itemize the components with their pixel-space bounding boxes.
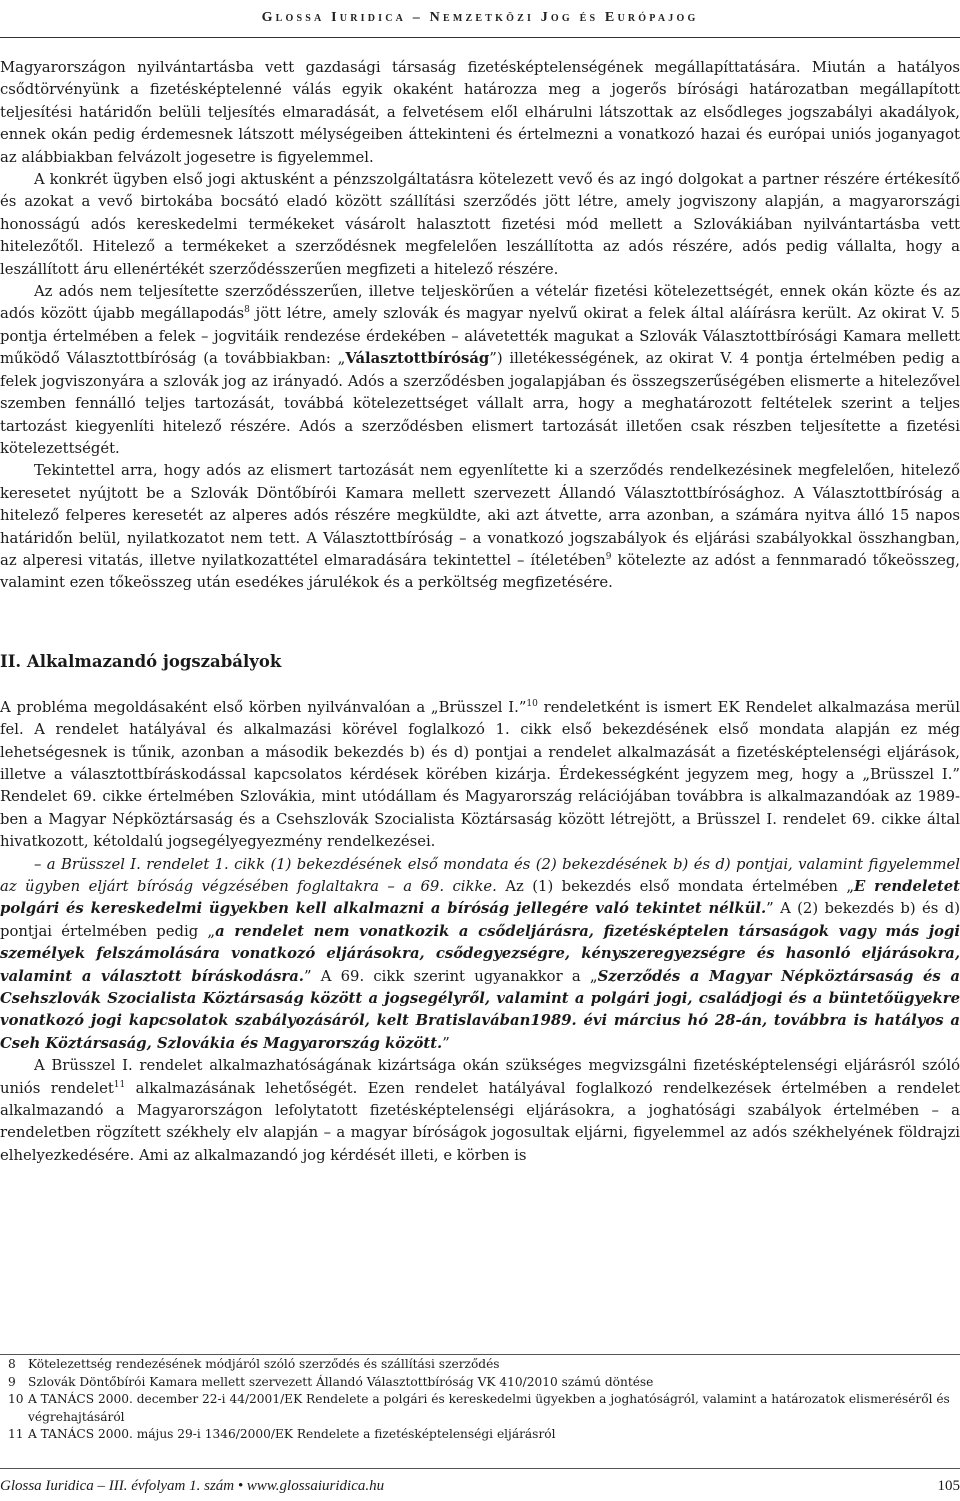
paragraph-6: – a Brüsszel I. rendelet 1. cikk (1) bekezdésének első mondata és (2) bekezdésének b) és d) pontjai, valamint figyelemmel az ügyben eljárt bíróság végzésében foglaltakra – a 69. cikke. Az (1) bekezdés első mondata értelmében „E rendeletet polgári és kereskedelmi ügyekben kell alkalmazni a bíróság jellegére való tekintet nélkül.” A (2) bekezdés b) és d) pontjai értelmében pedig „a rendelet nem vonatkozik a csődeljárásra, fizetésképtelen társaságok vagy más jogi személyek felszámolására vonatkozó eljárásokra, csődegyezségre, kényszeregyezségre és hasonló eljárásokra, valamint a választott bíráskodásra.” A 69. cikk szerint ugyanakkor a „Szerződés a Magyar Népköztársaság és a Csehszlovák Szocialista Köztársaság között a jogsegélyről, valamint a polgári jogi, családjogi és a büntetőügyekre vonatkozó jogi kapcsolatok szabályozásáról, kelt Bratislavában1989. évi március hó 28-án, továbbra is hatályos a Cseh Köztársaság, Szlovákia és Magyarország között.” <box>0 855 960 1052</box>
footnote-11: 11 A TANÁCS 2000. május 29-i 1346/2000/EK Rendelete a fizetésképtelenségi eljárásról <box>8 1427 556 1441</box>
footnote-rule <box>0 1354 960 1355</box>
paragraph-1: Magyarországon nyilvántartásba vett gazdasági társaság fizetésképtelenségének megállapíttatására. Miután a hatályos csődtörvényünk a fizetésképtelenné válás egyik okaként határozza meg a jogerős bírósági határozatban megállapított teljesítési határidőn belüli teljesítés elmaradását, a felvetésem elől elhárulni látszottak az elsődleges jogszabályi akadályok, ennek okán pedig érdemesnek látszott mélységeiben áttekinteni és értelmezni a vonatkozó hazai és európai uniós joganyagot az alábbiakban felvázolt jogesetre is figyelemmel. <box>0 59 960 166</box>
footnote-ref-8[interactable]: 8 <box>244 305 250 316</box>
quote-article-1-2: a rendelet nem vonatkozik a csődeljárásra, fizetésképtelen társaságok vagy más jogi személyek felszámolására vonatkozó eljárásokra, csődegyezségre, kényszeregyezségre és hasonló eljárásokra, valamint a választott bíráskodásra. <box>0 922 960 985</box>
running-title: Glossa Iuridica – Nemzetközi Jog és Európajog <box>261 10 699 25</box>
paragraph-7: A Brüsszel I. rendelet alkalmazhatóságának kizártsága okán szükséges megvizsgálni fizetésképtelenségi eljárásról szóló uniós rendelet$^{11}$ alkalmazásának lehetőségét. Ezen rendelet hatályával foglalkozó rendelkezések értelmében a rendelet alkalmazandó a Magyarországon lefolytatott fizetésképtelenségi eljárásokra, a joghatósági szabályok értelmében – a rendeletben rögzített székhely elv alapján – a magyar bíróságok jogosultak eljárni, figyelemmel az adós székhelyének földrajzi elhelyezkedésére. Ami az alkalmazandó jog kérdését illeti, e körben is <box>0 1057 960 1164</box>
section-heading: II. Alkalmazandó jogszabályok <box>0 651 282 671</box>
defined-term: Választottbíróság <box>345 350 490 368</box>
quote-article-1-1: E rendeletet polgári és kereskedelmi ügyekben kell alkalmazni a bíróság jellegére való tekintet nélkül. <box>0 878 960 918</box>
quote-article-69: Szerződés a Magyar Népköztársaság és a Csehszlovák Szocialista Köztársaság között a jogsegélyről, valamint a polgári jogi, családjogi és a büntetőügyekre vonatkozó jogi kapcsolatok szabályozásáról, kelt Bratislavában1989. évi március hó 28-án, továbbra is hatályos a Cseh Köztársaság, Szlovákia és Magyarország között. <box>0 967 960 1052</box>
journal-citation: Glossa Iuridica – III. évfolyam 1. szám • www.glossaiuridica.hu <box>0 1477 385 1494</box>
footnote-ref-11[interactable]: 11 <box>113 1079 126 1090</box>
footnote-8: 8 Kötelezettség rendezésének módjáról szóló szerződés és szállítási szerződés <box>8 1357 500 1371</box>
footnote-ref-9[interactable]: 9 <box>605 551 612 562</box>
footer-rule <box>0 1468 960 1469</box>
paragraph-3: Az adós nem teljesítette szerződésszerűen, illetve teljeskörűen a vételár fizetési kötelezettségét, ennek okán közte és az adós között újabb megállapodás$^8$ jött létre, amely szlovák és magyar nyelvű okirat a felek által aláírásra került. Az okirat V. 5 pontja értelmében a felek – jogvitáik rendezése érdekében – alávetették magukat a Szlovák Választottbírósági Kamara mellett működő Választottbíróság (a továbbiakban: „Választottbíróság”) illetékességének, az okirat V. 4 pontja értelmében pedig a felek jogviszonyára a szlovák jog az irányadó. Adós a szerződésben jogalapjában és összegszerűségében elismerte a hitelezővel szemben fennálló teljes tartozását, továbbá kötelezettséget vállalt arra, hogy a meghatározott feltételek szerint a teljes tartozást kiegyenlíti hitelező részére. Adós a szerződésben elismert tartozását illetően csak részben teljesítette a fizetési kötelezettségét. <box>0 283 960 457</box>
header-rule <box>0 37 960 38</box>
footnote-ref-10[interactable]: 10 <box>526 698 538 709</box>
page-number: 105 <box>937 1477 960 1494</box>
article-body <box>0 57 960 1167</box>
cited-provisions: – a Brüsszel I. rendelet 1. cikk (1) bekezdésének első mondata és (2) bekezdésének b) és d) pontjai, valamint figyelemmel az ügyben eljárt bíróság végzésében foglaltakra – a 69. cikke. <box>0 855 960 895</box>
paragraph-2: A konkrét ügyben első jogi aktusként a pénzszolgáltatásra kötelezett vevő és az ingó dolgokat a partner részére értékesítő és azokat a vevő birtokába bocsátó eladó között szállítási szerződés jött létre, amely jogviszony alapján, a magyarországi honosságú adós kereskedelmi termékeket vásárolt halasztott fizetési mód mellett a Szlovákiában nyilvántartásba vett hitelezőtől. Hitelező a termékeket a szerződésnek megfelelően leszállította az adós részére, adós pedig vállalta, hogy a leszállított áru ellenértékét szerződésszerűen megfizeti a hitelező részére. <box>0 171 960 278</box>
page-footer <box>0 1476 960 1496</box>
footnote-9: 9 Szlovák Döntőbírói Kamara mellett szervezett Állandó Választottbíróság VK 410/2010 számú döntése <box>8 1374 654 1389</box>
paragraph-5: A probléma megoldásaként első körben nyilvánvalóan a „Brüsszel I.”$^{10}$ rendeletként is ismert EK Rendelet alkalmazása merül fel. A rendelet hatályával és alkalmazási körével foglalkozó 1. cikk első bekezdésének első mondata alapján ez még lehetségesnek is tűnik, azonban a második bekezdés b) és d) pontjai a rendelet alkalmazását a fizetésképtelenségi eljárások, illetve a választottbíráskodással kapcsolatos kérdések körében kizárja. Érdekességként jegyzem meg, hogy a „Brüsszel I.” Rendelet 69. cikke értelmében Szlovákia, mint utódállam és Magyarország relációjában továbbra is alkalmazandóak az 1989-ben a Magyar Népköztársaság és a Csehszlovák Szocialista Köztársaság között létrejött, a Brüsszel I. rendelet 69. cikke által hivatkozott, kétoldalú jogsegélyegyezmény rendelkezései. <box>0 698 960 851</box>
paragraph-4: Tekintettel arra, hogy adós az elismert tartozását nem egyenlítette ki a szerződés rendelkezésinek megfelelően, hitelező keresetet nyújtott be a Szlovák Döntőbírói Kamara mellett szervezett Állandó Választottbírósághoz. A Választottbíróság a hitelező felperes keresetét az alperes adós részére megküldte, aki azt átvette, arra azonban, a számára nyitva álló 15 napos határidőn belül, nyilatkozatot nem tett. A Választottbíróság – a vonatkozó jogszabályok és eljárási szabályokkal összhangban, az alperesi vitatás, illetve nyilatkozattétel elmaradására tekintettel – ítéletében$^9$ kötelezte az adóst a fennmaradó tőkeösszeg, valamint ezen tőkeösszeg után esedékes járulékok és a perköltség megfizetésére. <box>0 462 960 592</box>
footnotes <box>0 1356 960 1444</box>
footnote-10: 10 A TANÁCS 2000. december 22-i 44/2001/EK Rendelete a polgári és kereskedelmi ügyekben a joghatóságról, valamint a határozatok elismeréséről és végrehajtásáról <box>8 1392 950 1424</box>
running-header <box>0 0 960 36</box>
